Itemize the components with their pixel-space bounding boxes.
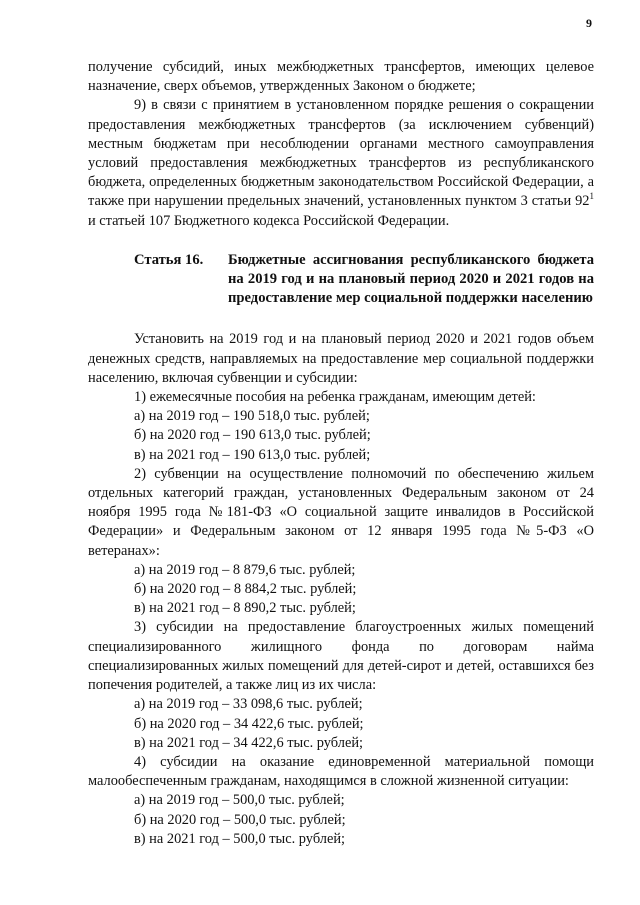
lead-paragraph: Установить на 2019 год и на плановый период 2020 и 2021 годов объем денежных средств, направляемых на предоставление мер социальной поддержки населению, включая субвенции и субсидии: <box>88 331 594 386</box>
paragraph-item-9-tail: и статьей 107 Бюджетного кодекса Российской Федерации. <box>88 212 450 229</box>
item-1-line-b: б) на 2020 год – 190 613,0 тыс. рублей; <box>134 427 371 444</box>
item-1-text: 1) ежемесячные пособия на ребенка гражданам, имеющим детей: <box>134 389 536 406</box>
article-heading <box>88 251 594 309</box>
article-number: Статья 16. <box>134 251 204 268</box>
page-content <box>88 58 594 849</box>
item-4-line-a: а) на 2019 год – 500,0 тыс. рублей; <box>134 792 345 809</box>
item-1-line-c: в) на 2021 год – 190 613,0 тыс. рублей; <box>134 446 371 463</box>
superscript-marker: 1 <box>589 191 594 202</box>
item-4-line-b: б) на 2020 год – 500,0 тыс. рублей; <box>134 811 346 828</box>
paragraph-item-9 <box>88 96 594 230</box>
item-4-line-c: в) на 2021 год – 500,0 тыс. рублей; <box>134 830 346 847</box>
item-2-line-b: б) на 2020 год – 8 884,2 тыс. рублей; <box>134 581 357 598</box>
paragraph-continuation: получение субсидий, иных межбюджетных трансфертов, имеющих целевое назначение, сверх объемов, утвержденных Законом о бюджете; <box>88 59 594 95</box>
item-3-line-b: б) на 2020 год – 34 422,6 тыс. рублей; <box>134 715 364 732</box>
item-2-line-a: а) на 2019 год – 8 879,6 тыс. рублей; <box>134 561 356 578</box>
item-2-line-c: в) на 2021 год – 8 890,2 тыс. рублей; <box>134 600 356 617</box>
page-number: 9 <box>586 16 592 30</box>
item-3-line-a: а) на 2019 год – 33 098,6 тыс. рублей; <box>134 696 363 713</box>
item-4-text: 4) субсидии на оказание единовременной материальной помощи малообеспеченным гражданам, находящимся в сложной жизненной ситуации: <box>88 753 594 790</box>
item-2-text: 2) субвенции на осуществление полномочий по обеспечению жильем отдельных категорий граждан, установленных Федеральным законом от 24 ноября 1995 года №181-ФЗ «О социальной защите инвалидов в Российской Федерации» и Федеральным законом от 12 января 1995 года №5-ФЗ «О ветеранах»: <box>88 465 594 559</box>
item-3-line-c: в) на 2021 год – 34 422,6 тыс. рублей; <box>134 734 364 751</box>
paragraph-item-9-text: 9) в связи с принятием в установленном порядке решения о сокращении предоставления межбюджетных трансфертов (за исключением субвенций) местным бюджетам при несоблюдении органами местного самоуправления условий предоставления межбюджетных трансфертов из республиканского бюджета, определенных бюджетным законодательством Российской Федерации, а также при нарушении предельных значений, установленных пунктом 3 статьи 92 <box>88 97 594 210</box>
item-3-text: 3) субсидии на предоставление благоустроенных жилых помещений специализированного жилищного фонда по договорам найма специализированных жилых помещений для детей-сирот и детей, оставшихся без попечения родителей, а также лиц из их числа: <box>88 619 594 694</box>
article-title: Бюджетные ассигнования республиканского бюджета на 2019 год и на плановый период 2020 и 2021 годов на предоставление мер социальной поддержки населению <box>228 251 594 307</box>
item-1-line-a: а) на 2019 год – 190 518,0 тыс. рублей; <box>134 408 370 425</box>
